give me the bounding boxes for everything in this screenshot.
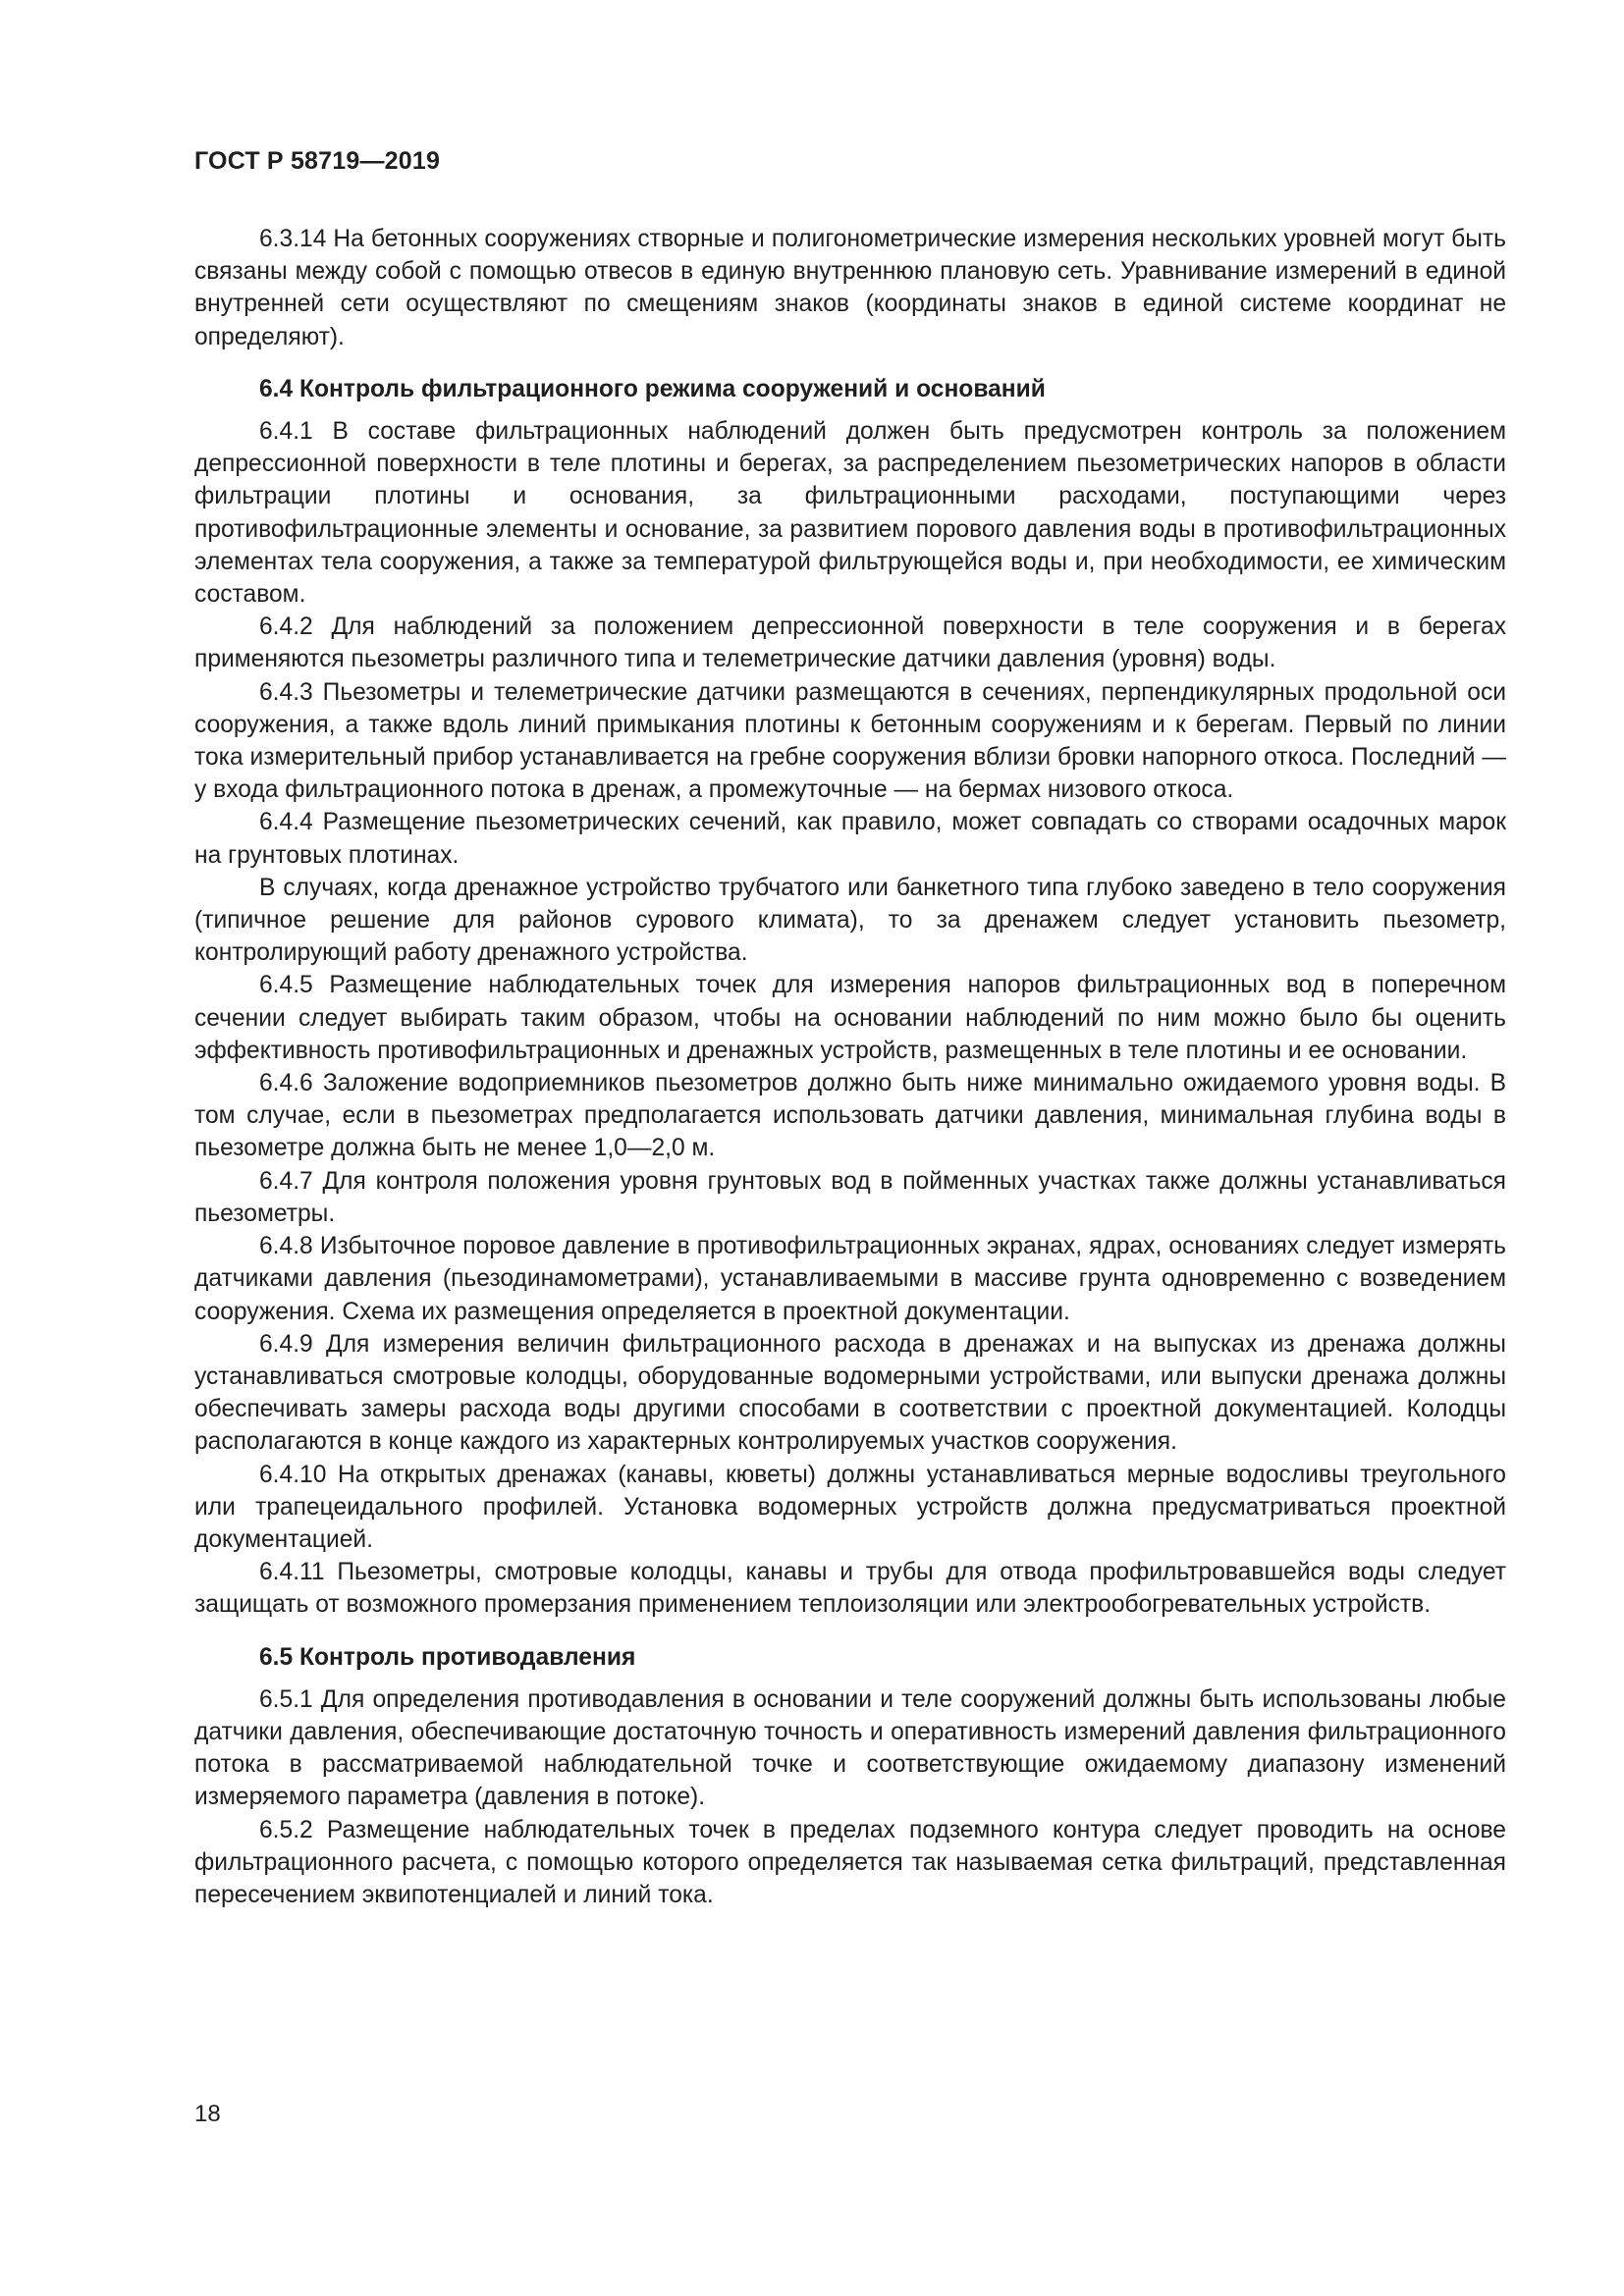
- paragraph-6-5-2: 6.5.2 Размещение наблюдательных точек в пределах подземного контура следует проводить на основе фильтрационного расчета, с помощью которого определяется так называемая сетка фильтраций, представленная пересечением эквипотенциалей и линий тока.: [194, 1816, 1506, 1908]
- paragraph-6-4-2: 6.4.2 Для наблюдений за положением депрессионной поверхности в теле сооружения и в берегах применяются пьезометры различного типа и телеметрические датчики давления (уровня) воды.: [194, 614, 1506, 673]
- paragraph-6-4-11: 6.4.11 Пьезометры, смотровые колодцы, канавы и трубы для отвода профильтровавшейся воды следует защищать от возможного промерзания применением теплоизоляции или электрообогревательных устройств.: [194, 1559, 1506, 1619]
- paragraph-6-4-3: 6.4.3 Пьезометры и телеметрические датчики размещаются в сечениях, перпендикулярных продольной оси сооружения, а также вдоль линий примыкания плотины к бетонным сооружениям и к берегам. Первый по линии тока измерительный прибор устанавливается на гребне сооружения вблизи бровки напорного откоса. Последний — у входа фильтрационного потока в дренаж, а промежуточные — на бермах низового откоса.: [194, 678, 1506, 804]
- paragraph-6-4-10: 6.4.10 На открытых дренажах (канавы, кюветы) должны устанавливаться мерные водосливы треугольного или трапецеидального профилей. Установка водомерных устройств должна предусматриваться проектной документацией.: [194, 1461, 1506, 1553]
- section-heading-6-5: 6.5 Контроль противодавления: [259, 1643, 636, 1671]
- paragraph-6-4-7: 6.4.7 Для контроля положения уровня грунтовых вод в пойменных участках также должны устанавливаться пьезометры.: [194, 1167, 1506, 1227]
- paragraph-6-4-4-cont: В случаях, когда дренажное устройство трубчатого или банкетного типа глубоко заведено в тело сооружения (типичное решение для районов сурового климата), то за дренажем следует установить пьезометр, контролирующий работу дренажного устройства.: [194, 874, 1506, 967]
- paragraph-6-4-5: 6.4.5 Размещение наблюдательных точек для измерения напоров фильтрационных вод в поперечном сечении следует выбирать таким образом, чтобы на основании наблюдений по ним можно было бы оценить эффективность противофильтрационных и дренажных устройств, размещенных в теле плотины и ее основании.: [194, 972, 1506, 1064]
- page-number: 18: [194, 2101, 221, 2127]
- paragraph-6-4-4: 6.4.4 Размещение пьезометрических сечений, как правило, может совпадать со створами осадочных марок на грунтовых плотинах.: [194, 809, 1506, 869]
- paragraph-6-5-1: 6.5.1 Для определения противодавления в основании и теле сооружений должны быть использованы любые датчики давления, обеспечивающие достаточную точность и оперативность измерений давления фильтрационного потока в рассматриваемой наблюдательной точке и соответствующие ожидаемому диапазону изменений измеряемого параметра (давления в потоке).: [194, 1685, 1506, 1811]
- paragraph-6-4-9: 6.4.9 Для измерения величин фильтрационного расхода в дренажах и на выпусках из дренажа должны устанавливаться смотровые колодцы, оборудованные водомерными устройствами, или выпуски дренажа должны обеспечивать замеры расхода воды другими способами в соответствии с проектной документацией. Колодцы располагаются в конце каждого из характерных контролируемых участков сооружения.: [194, 1330, 1506, 1456]
- paragraph-6-4-1: 6.4.1 В составе фильтрационных наблюдений должен быть предусмотрен контроль за положением депрессионной поверхности в теле плотины и берегах, за распределением пьезометрических напоров в области фильтрации плотины и основания, за фильтрационными расходами, поступающими через противофильтрационные элементы и основание, за развитием порового давления воды в противофильтрационных элементах тела сооружения, а также за температурой фильтрующейся воды и, при необходимости, ее химическим составом.: [194, 418, 1506, 609]
- document-body: [194, 223, 1506, 1911]
- paragraph-6-4-8: 6.4.8 Избыточное поровое давление в противофильтрационных экранах, ядрах, основаниях следует измерять датчиками давления (пьезодинамометрами), устанавливаемыми в массиве грунта одновременно с возведением сооружения. Схема их размещения определяется в проектной документации.: [194, 1233, 1506, 1325]
- paragraph-6-4-6: 6.4.6 Заложение водоприемников пьезометров должно быть ниже минимально ожидаемого уровня воды. В том случае, если в пьезометрах предполагается использовать датчики давления, минимальная глубина воды в пьезометре должна быть не менее 1,0—2,0 м.: [194, 1070, 1506, 1162]
- paragraph-6-3-14: 6.3.14 На бетонных сооружениях створные и полигонометрические измерения нескольких уровней могут быть связаны между собой с помощью отвесов в единую внутреннюю плановую сеть. Уравнивание измерений в единой внутренней сети осуществляют по смещениям знаков (координаты знаков в единой системе координат не определяют).: [194, 226, 1506, 350]
- section-heading-6-4: 6.4 Контроль фильтрационного режима сооружений и оснований: [259, 375, 1046, 402]
- document-header: ГОСТ Р 58719—2019: [194, 147, 441, 175]
